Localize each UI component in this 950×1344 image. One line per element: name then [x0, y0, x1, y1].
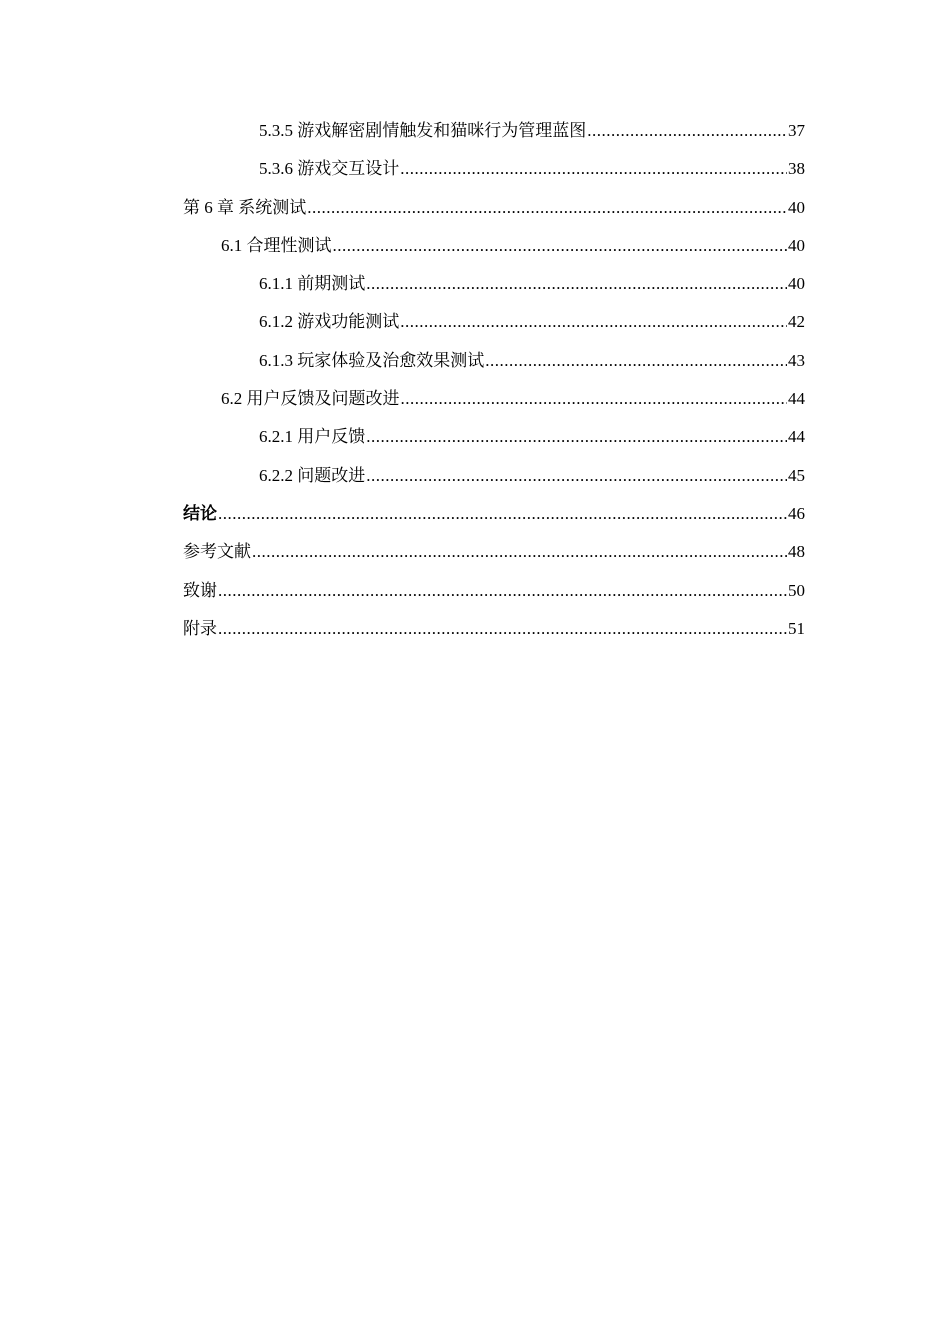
- toc-dot-leader: [587, 112, 787, 150]
- toc-entry-title: 6.1.2 游戏功能测试: [259, 312, 400, 332]
- toc-dot-leader: [400, 303, 787, 341]
- toc-entry-title: 6.2.1 用户反馈: [259, 427, 366, 447]
- toc-entry-title: 6.1.1 前期测试: [259, 274, 366, 294]
- toc-entry-page: 38: [788, 159, 805, 179]
- toc-entry-page: 46: [788, 503, 805, 523]
- toc-entry-page: 40: [788, 235, 805, 255]
- toc-dot-leader: [333, 227, 788, 265]
- table-of-contents: [183, 112, 805, 648]
- toc-entry-page: 48: [788, 542, 805, 562]
- toc-entry-title: 参考文献: [183, 542, 251, 562]
- toc-dot-leader: [218, 572, 787, 610]
- toc-entry[interactable]: [183, 610, 805, 648]
- toc-entry[interactable]: [183, 418, 805, 456]
- toc-entry[interactable]: [183, 457, 805, 495]
- toc-entry-page: 45: [788, 465, 805, 485]
- toc-entry-page: 51: [788, 618, 805, 638]
- toc-entry-page: 44: [788, 389, 805, 409]
- toc-dot-leader: [485, 342, 787, 380]
- toc-entry-title: 5.3.6 游戏交互设计: [259, 159, 400, 179]
- toc-entry-title: 6.2 用户反馈及问题改进: [221, 389, 400, 409]
- toc-entry-title: 致谢: [183, 580, 217, 600]
- toc-entry-page: 44: [788, 427, 805, 447]
- toc-entry-title: 5.3.5 游戏解密剧情触发和猫咪行为管理蓝图: [259, 121, 587, 140]
- toc-dot-leader: [252, 533, 787, 571]
- toc-entry-page: 43: [788, 350, 805, 370]
- toc-entry-title: 6.1 合理性测试: [221, 235, 332, 255]
- toc-dot-leader: [366, 457, 787, 495]
- toc-entry-page: 42: [788, 312, 805, 332]
- toc-entry-page: 40: [788, 274, 805, 294]
- toc-entry[interactable]: [183, 495, 805, 533]
- toc-entry-title: 第 6 章 系统测试: [183, 197, 307, 217]
- toc-entry[interactable]: [183, 380, 805, 418]
- toc-entry[interactable]: [183, 112, 805, 150]
- toc-entry[interactable]: [183, 342, 805, 380]
- toc-dot-leader: [366, 418, 787, 456]
- toc-entry-title: 6.2.2 问题改进: [259, 465, 366, 485]
- toc-entry-page: 50: [788, 580, 805, 600]
- toc-entry-title: 6.1.3 玩家体验及治愈效果测试: [259, 350, 485, 370]
- toc-dot-leader: [366, 265, 787, 303]
- toc-entry[interactable]: [183, 572, 805, 610]
- toc-entry[interactable]: [183, 265, 805, 303]
- toc-dot-leader: [307, 189, 787, 227]
- toc-entry-page: 37: [788, 121, 805, 140]
- toc-entry[interactable]: [183, 303, 805, 341]
- toc-dot-leader: [218, 495, 787, 533]
- toc-dot-leader: [400, 150, 787, 188]
- toc-dot-leader: [401, 380, 788, 418]
- toc-entry[interactable]: [183, 227, 805, 265]
- toc-entry-title: 结论: [183, 503, 217, 523]
- toc-entry[interactable]: [183, 150, 805, 188]
- toc-entry-page: 40: [788, 197, 805, 217]
- toc-entry[interactable]: [183, 189, 805, 227]
- toc-dot-leader: [218, 610, 787, 648]
- toc-entry[interactable]: [183, 533, 805, 571]
- toc-entry-title: 附录: [183, 618, 217, 638]
